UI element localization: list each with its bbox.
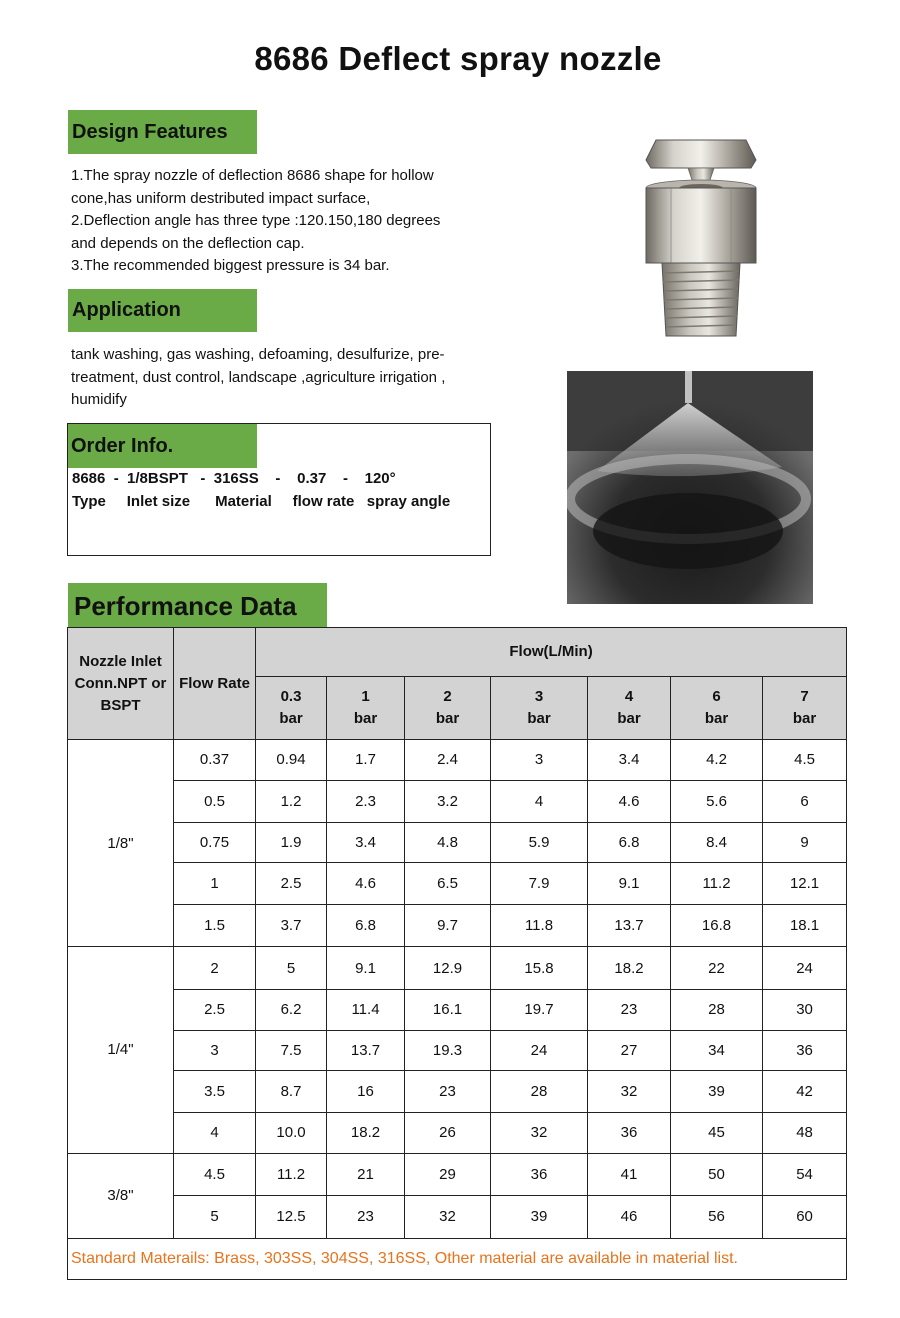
design-line: 1.The spray nozzle of deflection 8686 shape for hollow xyxy=(71,167,434,184)
inlet-header-line: BSPT xyxy=(100,696,141,714)
design-line: 2.Deflection angle has three type :120.150,180 degrees xyxy=(71,212,441,229)
application-line: tank washing, gas washing, defoaming, desulfurize, pre- xyxy=(71,346,445,363)
pressure-header xyxy=(588,677,671,740)
table-row xyxy=(68,822,847,863)
pressure-unit: bar xyxy=(792,710,817,727)
flow-value-cell: 18.1 xyxy=(763,905,847,947)
flow-value-cell: 7.9 xyxy=(491,863,588,905)
flow-value-cell: 23 xyxy=(327,1195,405,1238)
application-text xyxy=(71,344,445,412)
order-info-box xyxy=(67,423,491,556)
flow-value-cell: 39 xyxy=(671,1071,763,1113)
application-heading: Application xyxy=(68,289,257,332)
flow-value-cell: 3.4 xyxy=(327,822,405,863)
flow-value-cell: 5.6 xyxy=(671,780,763,822)
flow-value-cell: 5.9 xyxy=(491,822,588,863)
flow-rate-cell: 0.37 xyxy=(174,740,256,781)
flow-value-cell: 32 xyxy=(405,1195,491,1238)
table-row xyxy=(68,990,847,1031)
flow-rate-cell: 0.5 xyxy=(174,780,256,822)
flow-rate-cell: 3.5 xyxy=(174,1071,256,1113)
flow-value-cell: 9.1 xyxy=(588,863,671,905)
flow-value-cell: 9 xyxy=(763,822,847,863)
page-title: 8686 Deflect spray nozzle xyxy=(254,40,662,77)
flow-value-cell: 18.2 xyxy=(588,947,671,990)
flow-rate-cell: 1.5 xyxy=(174,905,256,947)
flow-value-cell: 22 xyxy=(671,947,763,990)
pressure-header xyxy=(327,677,405,740)
pressure-unit: bar xyxy=(279,710,303,727)
order-info-heading: Order Info. xyxy=(68,424,257,468)
flow-value-cell: 6 xyxy=(763,780,847,822)
flow-rate-cell: 0.75 xyxy=(174,822,256,863)
pressure-value: 4 xyxy=(624,688,634,705)
flow-rate-column-header: Flow Rate xyxy=(174,628,256,740)
performance-heading: Performance Data xyxy=(68,583,327,627)
pressure-unit: bar xyxy=(704,710,729,727)
flow-value-cell: 2.5 xyxy=(256,863,327,905)
table-row xyxy=(68,780,847,822)
table-row xyxy=(68,947,847,990)
flow-value-cell: 5 xyxy=(256,947,327,990)
inlet-column-header xyxy=(68,628,174,740)
flow-value-cell: 8.7 xyxy=(256,1071,327,1113)
table-row xyxy=(68,1030,847,1071)
flow-value-cell: 16.8 xyxy=(671,905,763,947)
flow-rate-cell: 4 xyxy=(174,1113,256,1154)
flow-value-cell: 13.7 xyxy=(588,905,671,947)
flow-value-cell: 24 xyxy=(491,1030,588,1071)
flow-value-cell: 4.6 xyxy=(588,780,671,822)
flow-value-cell: 2.3 xyxy=(327,780,405,822)
pressure-unit: bar xyxy=(527,710,551,727)
pressure-unit: bar xyxy=(353,710,378,727)
flow-value-cell: 9.1 xyxy=(327,947,405,990)
flow-value-cell: 26 xyxy=(405,1113,491,1154)
nozzle-product-image xyxy=(636,128,766,343)
pressure-header xyxy=(491,677,588,740)
flow-value-cell: 30 xyxy=(763,990,847,1031)
flow-value-cell: 4.5 xyxy=(763,740,847,781)
flow-value-cell: 15.8 xyxy=(491,947,588,990)
table-row xyxy=(68,905,847,947)
flow-value-cell: 28 xyxy=(491,1071,588,1113)
flow-value-cell: 10.0 xyxy=(256,1113,327,1154)
flow-rate-cell: 2.5 xyxy=(174,990,256,1031)
design-features-text xyxy=(71,165,440,278)
design-line: and depends on the deflection cap. xyxy=(71,234,305,252)
design-features-heading: Design Features xyxy=(68,110,257,154)
flow-value-cell: 19.3 xyxy=(405,1030,491,1071)
inlet-size-cell: 1/4" xyxy=(68,947,174,1154)
flow-value-cell: 23 xyxy=(588,990,671,1031)
flow-value-cell: 50 xyxy=(671,1153,763,1195)
flow-value-cell: 36 xyxy=(588,1113,671,1154)
inlet-header-line: Conn.NPT or xyxy=(74,674,167,692)
flow-value-cell: 4.8 xyxy=(405,822,491,863)
flow-value-cell: 54 xyxy=(763,1153,847,1195)
flow-value-cell: 9.7 xyxy=(405,905,491,947)
application-line: humidify xyxy=(71,391,127,408)
flow-value-cell: 16 xyxy=(327,1071,405,1113)
materials-note: Standard Materails: Brass, 303SS, 304SS, 316SS, Other material are available in material list. xyxy=(68,1238,847,1279)
table-row xyxy=(68,1195,847,1238)
flow-value-cell: 6.5 xyxy=(405,863,491,905)
flow-rate-cell: 2 xyxy=(174,947,256,990)
flow-value-cell: 12.5 xyxy=(256,1195,327,1238)
table-row xyxy=(68,863,847,905)
flow-value-cell: 4 xyxy=(491,780,588,822)
flow-value-cell: 3.4 xyxy=(588,740,671,781)
design-line: 3.The recommended biggest pressure is 34 bar. xyxy=(71,257,390,274)
flow-rate-cell: 5 xyxy=(174,1195,256,1238)
flow-value-cell: 0.94 xyxy=(256,740,327,781)
flow-value-cell: 60 xyxy=(763,1195,847,1238)
order-label-line: Type Inlet size Material flow rate spray angle xyxy=(72,493,451,510)
flow-value-cell: 21 xyxy=(327,1153,405,1195)
table-row xyxy=(68,1071,847,1113)
flow-value-cell: 3 xyxy=(491,740,588,781)
pressure-value: 0.3 xyxy=(280,688,302,705)
flow-value-cell: 36 xyxy=(763,1030,847,1071)
flow-value-cell: 45 xyxy=(671,1113,763,1154)
flow-value-cell: 6.8 xyxy=(588,822,671,863)
flow-value-cell: 8.4 xyxy=(671,822,763,863)
flow-rate-cell: 4.5 xyxy=(174,1153,256,1195)
flow-value-cell: 11.4 xyxy=(327,990,405,1031)
flow-value-cell: 36 xyxy=(491,1153,588,1195)
flow-value-cell: 12.1 xyxy=(763,863,847,905)
flow-value-cell: 27 xyxy=(588,1030,671,1071)
pressure-value: 1 xyxy=(361,688,370,705)
flow-value-cell: 7.5 xyxy=(256,1030,327,1071)
flow-rate-cell: 3 xyxy=(174,1030,256,1071)
flow-value-cell: 41 xyxy=(588,1153,671,1195)
pressure-unit: bar xyxy=(435,710,460,727)
application-line: treatment, dust control, landscape ,agriculture irrigation , xyxy=(71,368,446,386)
flow-value-cell: 3.2 xyxy=(405,780,491,822)
inlet-size-cell: 1/8" xyxy=(68,740,174,947)
order-code-line: 8686 - 1/8BSPT - 316SS - 0.37 - 120° xyxy=(72,470,396,487)
design-line: cone,has uniform destributed impact surface, xyxy=(71,189,371,207)
flow-value-cell: 11.2 xyxy=(256,1153,327,1195)
flow-value-cell: 46 xyxy=(588,1195,671,1238)
flow-value-cell: 12.9 xyxy=(405,947,491,990)
flow-value-cell: 11.8 xyxy=(491,905,588,947)
flow-rate-cell: 1 xyxy=(174,863,256,905)
pressure-header xyxy=(256,677,327,740)
pressure-value: 3 xyxy=(534,688,544,705)
flow-value-cell: 13.7 xyxy=(327,1030,405,1071)
flow-value-cell: 32 xyxy=(588,1071,671,1113)
pressure-value: 2 xyxy=(443,688,452,705)
pressure-unit: bar xyxy=(617,710,641,727)
flow-value-cell: 1.2 xyxy=(256,780,327,822)
flow-value-cell: 4.2 xyxy=(671,740,763,781)
flow-value-cell: 16.1 xyxy=(405,990,491,1031)
table-row xyxy=(68,740,847,781)
pressure-header xyxy=(405,677,491,740)
flow-value-cell: 18.2 xyxy=(327,1113,405,1154)
flow-value-cell: 2.4 xyxy=(405,740,491,781)
flow-value-cell: 23 xyxy=(405,1071,491,1113)
flow-value-cell: 19.7 xyxy=(491,990,588,1031)
flow-value-cell: 28 xyxy=(671,990,763,1031)
pressure-header xyxy=(763,677,847,740)
spray-pattern-image xyxy=(567,371,813,604)
flow-value-cell: 6.2 xyxy=(256,990,327,1031)
inlet-size-cell: 3/8" xyxy=(68,1153,174,1238)
table-row xyxy=(68,1113,847,1154)
flow-value-cell: 48 xyxy=(763,1113,847,1154)
flow-value-cell: 6.8 xyxy=(327,905,405,947)
pressure-value: 7 xyxy=(800,688,809,705)
table-row xyxy=(68,1153,847,1195)
flow-header: Flow(L/Min) xyxy=(256,628,847,677)
flow-value-cell: 1.9 xyxy=(256,822,327,863)
flow-value-cell: 34 xyxy=(671,1030,763,1071)
flow-value-cell: 11.2 xyxy=(671,863,763,905)
flow-value-cell: 32 xyxy=(491,1113,588,1154)
pressure-header xyxy=(671,677,763,740)
flow-value-cell: 42 xyxy=(763,1071,847,1113)
inlet-header-line: Nozzle Inlet xyxy=(79,652,162,670)
flow-value-cell: 1.7 xyxy=(327,740,405,781)
flow-value-cell: 24 xyxy=(763,947,847,990)
flow-value-cell: 56 xyxy=(671,1195,763,1238)
flow-value-cell: 3.7 xyxy=(256,905,327,947)
performance-table xyxy=(67,627,847,1280)
flow-value-cell: 4.6 xyxy=(327,863,405,905)
pressure-value: 6 xyxy=(712,688,721,705)
flow-value-cell: 39 xyxy=(491,1195,588,1238)
flow-value-cell: 29 xyxy=(405,1153,491,1195)
